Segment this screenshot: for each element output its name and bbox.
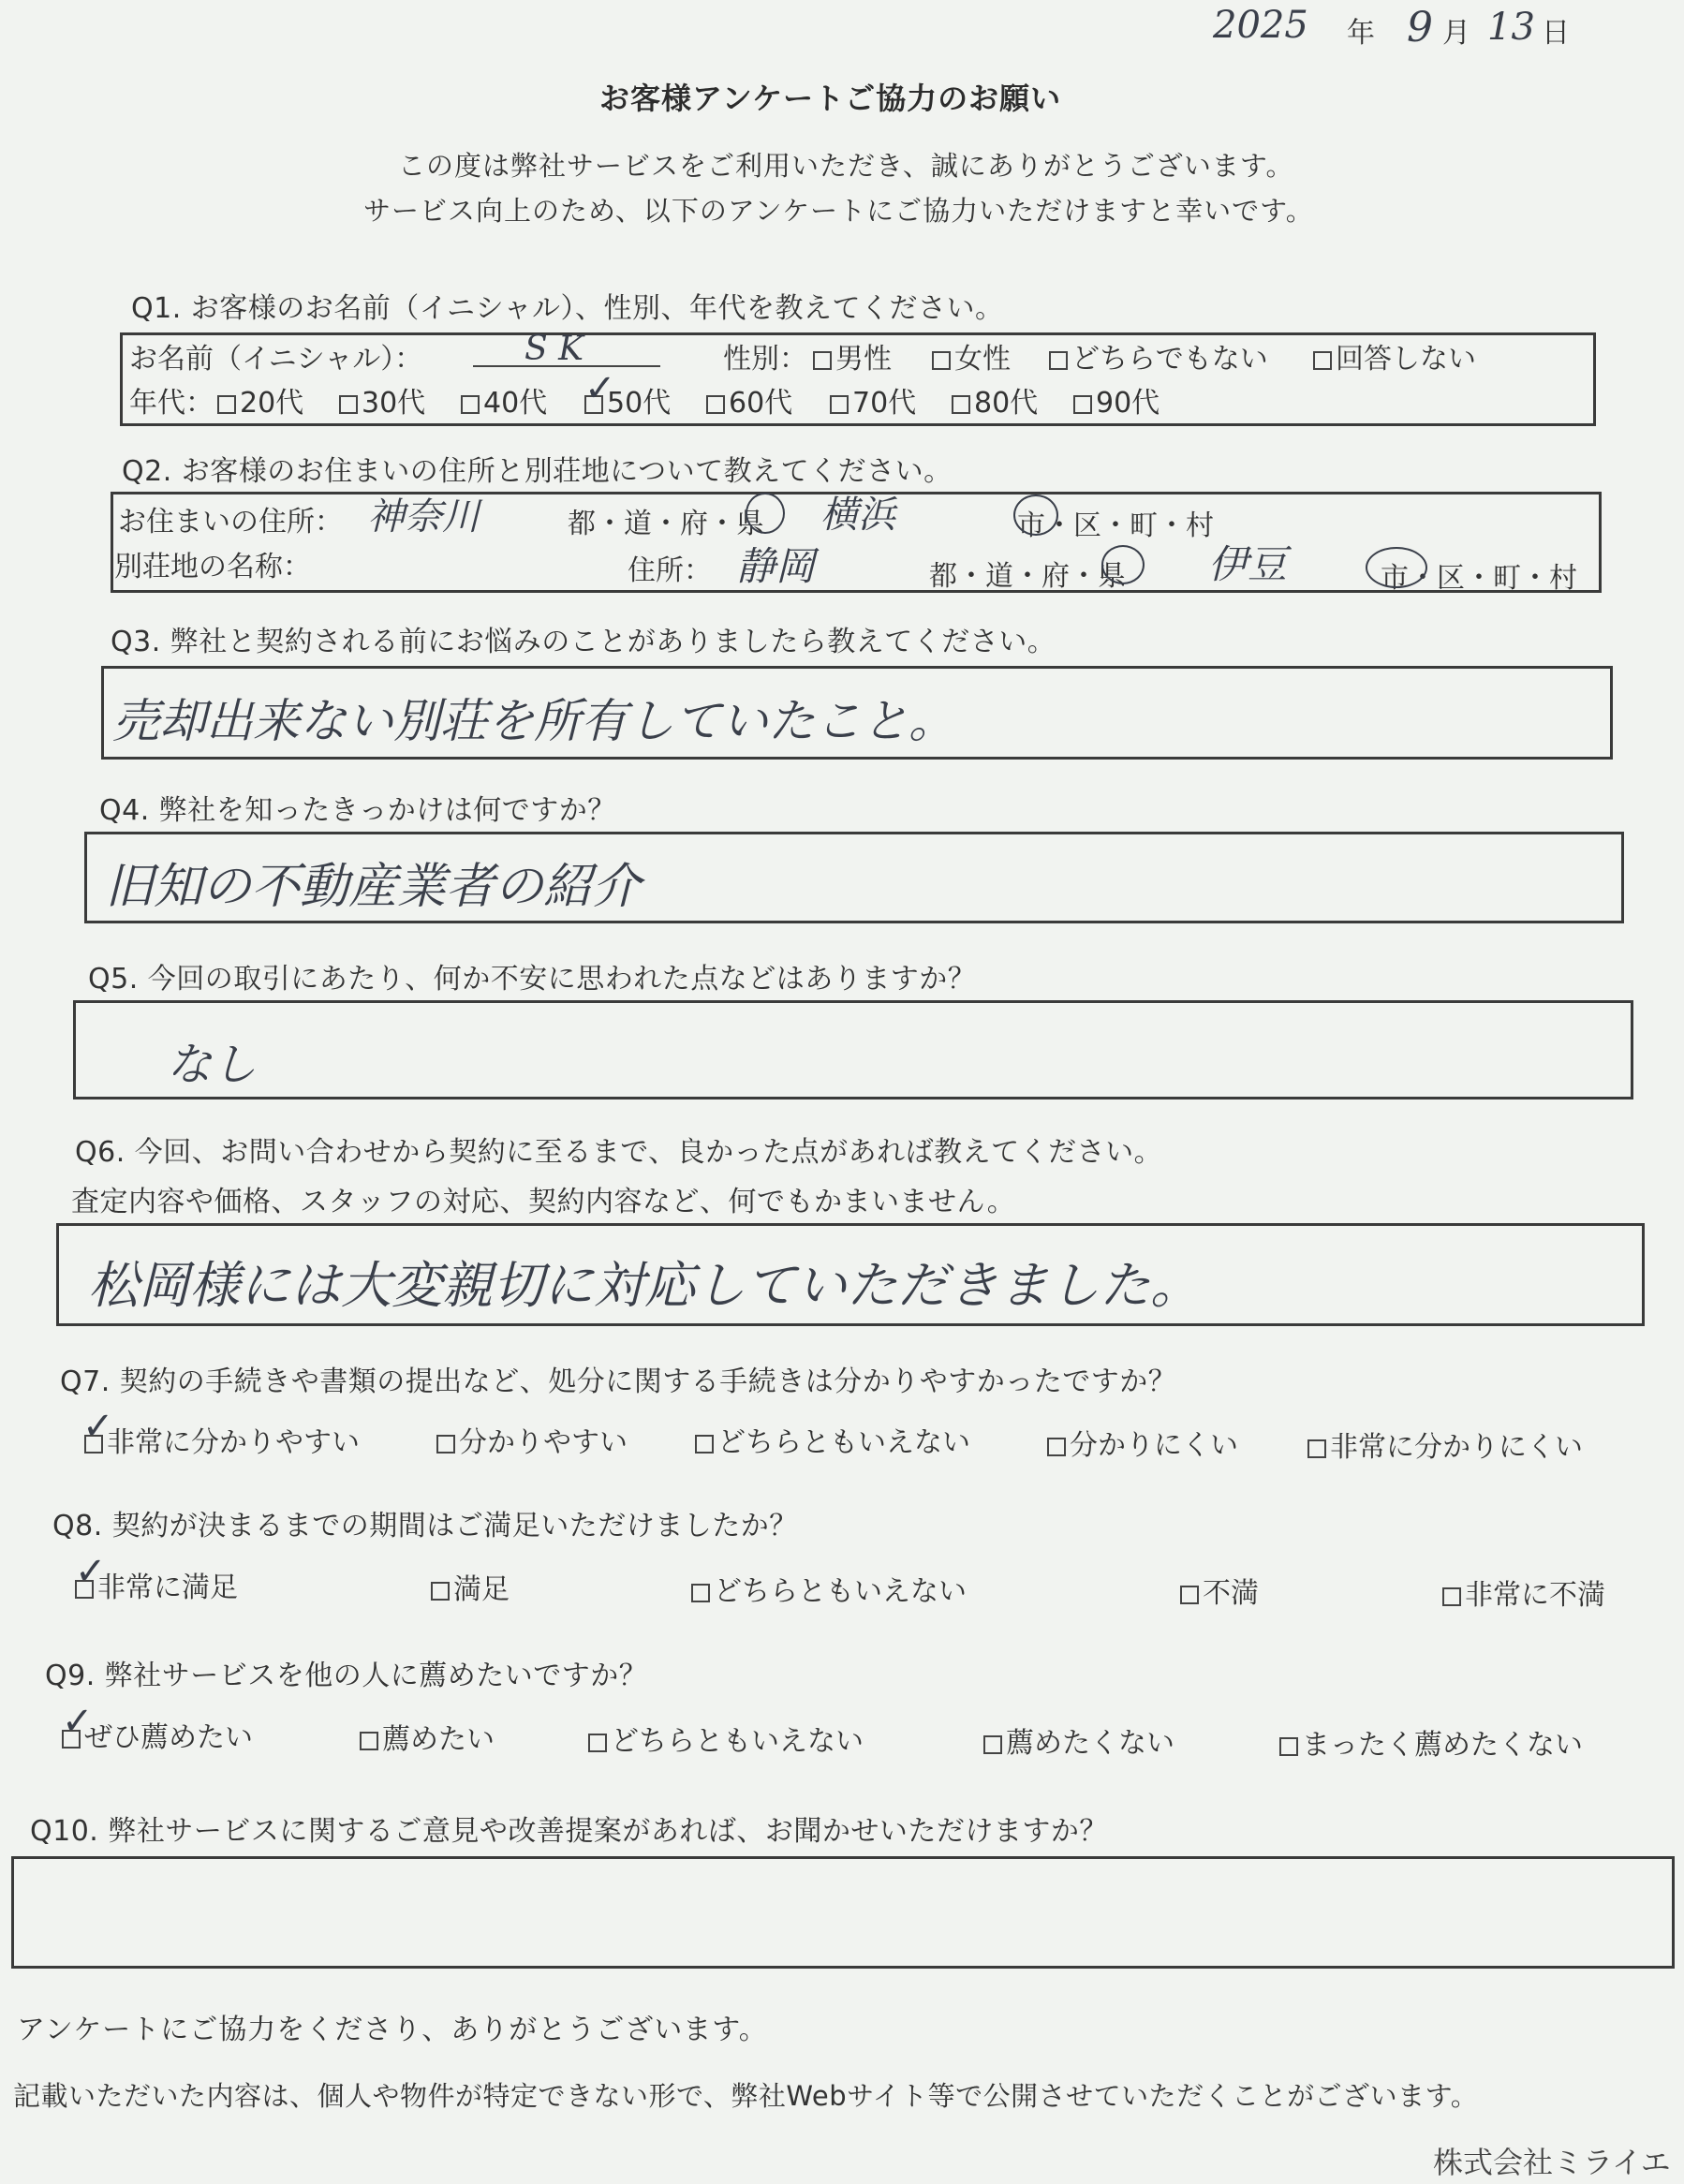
q2-villa-city-circle — [1366, 547, 1427, 588]
intro-line-2: サービス向上のため、以下のアンケートにご協力いただけますと幸いです。 — [363, 195, 1314, 227]
checkbox-icon[interactable] — [932, 351, 951, 370]
intro-line-1: この度は弊社サービスをご利用いただき、誠にありがとうございます。 — [398, 150, 1294, 182]
q1-gender-neither[interactable]: どちらでもない — [1049, 335, 1268, 376]
q2-villa-pref-suffix: 都・道・府・県 — [929, 560, 1126, 593]
q2-home-city[interactable]: 横浜 — [820, 494, 895, 537]
checkbox-icon[interactable] — [1313, 351, 1332, 370]
q3-answer[interactable]: 売却出来ない別荘を所有していたこと。 — [112, 694, 955, 748]
date-year: 2025 — [1213, 4, 1308, 47]
q2-home-pref-circle — [746, 493, 785, 534]
q7-question: Q7. 契約の手続きや書類の提出など、処分に関する手続きは分かりやすかったですか？ — [60, 1365, 1177, 1398]
q1-gender-female[interactable]: 女性 — [932, 335, 1011, 376]
q10-answer-box[interactable] — [11, 1856, 1675, 1969]
q2-villa-addr-label: 住所： — [628, 554, 712, 587]
q2-villa-city[interactable]: 伊豆 — [1208, 541, 1288, 587]
checkbox-icon[interactable] — [1049, 351, 1068, 370]
q8-question: Q8. 契約が決まるまでの期間はご満足いただけましたか？ — [52, 1510, 798, 1542]
q6-answer[interactable]: 松岡様には大変親切に対応していただきました。 — [88, 1256, 1201, 1315]
q7-option-1-check-icon: ✓ — [82, 1405, 114, 1448]
q1-age-30[interactable]: 30代 — [339, 379, 425, 421]
q2-home-city-circle — [1013, 494, 1058, 536]
q1-name-label: お名前（イニシャル）： — [129, 343, 423, 376]
q9-option-2[interactable]: 薦めたい — [360, 1716, 495, 1757]
q8-option-5[interactable]: 非常に不満 — [1442, 1572, 1605, 1613]
q3-question: Q3. 弊社と契約される前にお悩みのことがありましたら教えてください。 — [111, 626, 1056, 658]
q1-gender-male[interactable]: 男性 — [813, 335, 892, 376]
q2-villa-label: 別荘地の名称： — [114, 551, 311, 583]
q2-villa-city-suffix: 市・区・町・村 — [1381, 562, 1577, 595]
q1-gender-label: 性別： — [723, 343, 807, 376]
date-day: 13 — [1487, 6, 1535, 49]
q2-home-label: お住まいの住所： — [118, 506, 343, 539]
q7-option-3[interactable]: どちらともいえない — [695, 1419, 970, 1460]
checkbox-icon[interactable] — [217, 395, 236, 414]
q1-age-50[interactable]: 50代 — [584, 379, 671, 421]
checkbox-icon[interactable] — [830, 395, 849, 414]
q2-villa-pref[interactable]: 静岡 — [736, 543, 816, 589]
checkbox-icon[interactable] — [952, 395, 970, 414]
q5-answer[interactable]: なし — [167, 1039, 258, 1091]
checkbox-icon[interactable] — [813, 351, 832, 370]
q9-question: Q9. 弊社サービスを他の人に薦めたいですか？ — [45, 1660, 648, 1692]
checkbox-icon[interactable] — [1307, 1439, 1326, 1458]
q5-question: Q5. 今回の取引にあたり、何か不安に思われた点などはありますか？ — [88, 963, 977, 996]
q6-question: Q6. 今回、お問い合わせから契約に至るまで、良かった点があれば教えてください。 — [75, 1136, 1163, 1169]
footer-note: 記載いただいた内容は、個人や物件が特定できない形で、弊社Webサイト等で公開させていただくことがございます。 — [13, 2080, 1479, 2112]
q9-option-1[interactable]: ぜひ薦めたい — [62, 1714, 253, 1755]
q8-option-1-check-icon: ✓ — [75, 1550, 107, 1593]
q1-age-70[interactable]: 70代 — [830, 379, 916, 421]
checkbox-icon[interactable] — [695, 1435, 714, 1454]
checkbox-icon[interactable] — [706, 395, 725, 414]
q6-question-sub: 査定内容や価格、スタッフの対応、契約内容など、何でもかまいません。 — [71, 1186, 1016, 1218]
q1-age-80[interactable]: 80代 — [952, 379, 1038, 421]
checkbox-icon[interactable] — [360, 1732, 378, 1750]
q1-age-50-check-icon: ✓ — [584, 367, 616, 410]
q1-name-value[interactable]: S K — [524, 330, 583, 368]
date-month: 9 — [1407, 4, 1433, 52]
q1-age-40[interactable]: 40代 — [461, 379, 547, 421]
q1-age-20[interactable]: 20代 — [217, 379, 303, 421]
q9-option-4[interactable]: 薦めたくない — [983, 1719, 1174, 1761]
checkbox-icon[interactable] — [1180, 1586, 1199, 1604]
checkbox-icon[interactable] — [1073, 395, 1092, 414]
q2-question: Q2. お客様のお住まいの住所と別荘地について教えてください。 — [122, 455, 953, 488]
q7-option-1[interactable]: 非常に分かりやすい — [84, 1419, 360, 1460]
q7-option-4[interactable]: 分かりにくい — [1047, 1422, 1238, 1463]
checkbox-icon[interactable] — [1442, 1587, 1461, 1606]
checkbox-icon[interactable] — [691, 1584, 710, 1602]
q1-age-90[interactable]: 90代 — [1073, 379, 1160, 421]
q1-age-60[interactable]: 60代 — [706, 379, 792, 421]
q10-question: Q10. 弊社サービスに関するご意見や改善提案があれば、お聞かせいただけますか？ — [30, 1815, 1108, 1848]
page-title: お客様アンケートご協力のお願い — [599, 81, 1062, 116]
q2-villa-pref-circle — [1101, 545, 1145, 584]
checkbox-icon[interactable] — [431, 1582, 450, 1601]
q1-gender-no-answer[interactable]: 回答しない — [1313, 335, 1476, 376]
checkbox-icon[interactable] — [339, 395, 358, 414]
q7-option-5[interactable]: 非常に分かりにくい — [1307, 1424, 1583, 1465]
date-day-unit: 日 — [1542, 17, 1570, 50]
q5-answer-box — [73, 1000, 1633, 1099]
q2-home-pref[interactable]: 神奈川 — [367, 495, 480, 539]
q8-option-1[interactable]: 非常に満足 — [75, 1564, 238, 1605]
date-year-unit: 年 — [1347, 17, 1375, 50]
q4-question: Q4. 弊社を知ったきっかけは何ですか？ — [99, 794, 616, 827]
q2-home-city-suffix: 市・区・町・村 — [1017, 509, 1214, 542]
q4-answer[interactable]: 旧知の不動産業者の紹介 — [105, 859, 642, 915]
q1-name-underline — [473, 365, 660, 367]
q8-option-3[interactable]: どちらともいえない — [691, 1568, 967, 1609]
q7-option-2[interactable]: 分かりやすい — [436, 1419, 628, 1460]
footer-thanks: アンケートにご協力をくださり、ありがとうございます。 — [17, 2014, 768, 2046]
checkbox-icon[interactable] — [588, 1734, 607, 1752]
q9-option-1-check-icon: ✓ — [62, 1700, 94, 1743]
checkbox-icon[interactable] — [461, 395, 480, 414]
q2-home-pref-suffix: 都・道・府・県 — [568, 508, 764, 540]
q9-option-3[interactable]: どちらともいえない — [588, 1718, 864, 1759]
q1-age-label: 年代： — [129, 387, 214, 420]
date-month-unit: 月 — [1442, 17, 1470, 50]
checkbox-icon[interactable] — [1279, 1737, 1298, 1756]
checkbox-icon[interactable] — [1047, 1438, 1066, 1456]
company-name: 株式会社ミライエ — [1433, 2145, 1671, 2180]
checkbox-icon[interactable] — [436, 1435, 455, 1454]
q8-option-2[interactable]: 満足 — [431, 1566, 510, 1607]
checkbox-icon[interactable] — [983, 1735, 1002, 1754]
q8-option-4[interactable]: 不満 — [1180, 1570, 1259, 1611]
q9-option-5[interactable]: まったく薦めたくない — [1279, 1721, 1583, 1763]
q1-question: Q1. お客様のお名前（イニシャル）、性別、年代を教えてください。 — [131, 292, 1004, 325]
